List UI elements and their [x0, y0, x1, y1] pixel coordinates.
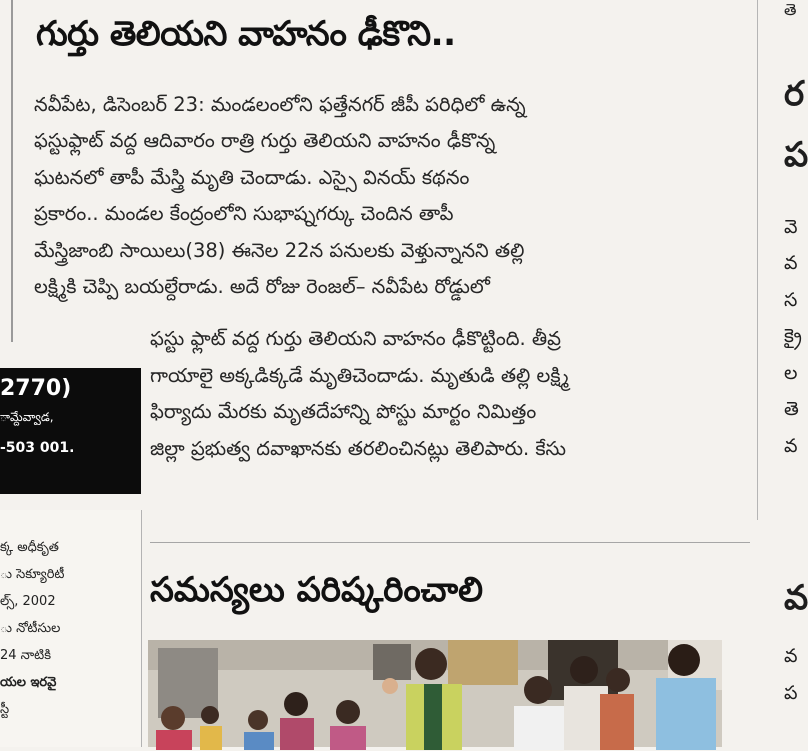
right-column-line: వె: [784, 216, 798, 238]
story-line: ఫస్టుఫ్లాట్ వద్ద ఆదివారం రాత్రి గుర్తు తెలియని వాహనం ఢీకొన్న: [34, 129, 496, 152]
right-column-line: క్రై: [784, 325, 802, 347]
notice-line: ు నోటీసుల: [0, 621, 61, 636]
right-column-line: తె: [784, 398, 799, 420]
news-photo: [148, 640, 722, 747]
story-line: ప్రకారం.. మండల కేంద్రంలోని సుభాష్నగర్కు చెందిన తాపీ: [34, 202, 454, 225]
section-divider: [150, 542, 750, 543]
right-column-line: వ: [784, 435, 798, 457]
column-rule-right: [757, 0, 758, 520]
right-column-fragment: తె: [784, 0, 797, 19]
story-line: నవీపేట, డిసెంబర్ 23: మండలంలోని ఫత్తేనగర్ జీపీ పరిధిలో ఉన్న: [34, 93, 526, 116]
notice-pin: -503 001.: [0, 440, 75, 456]
notice-line: యల ఇరవై: [0, 675, 57, 690]
story-line: లక్ష్మికి చెప్పి బయల్దేరాడు. అదే రోజు రెంజల్– నవీపేట రోడ్డులో: [34, 275, 490, 298]
notice-header-box: [0, 368, 141, 494]
right-column-line: స: [784, 289, 798, 311]
story-line: ఫస్టు ఫ్లాట్ వద్ద గుర్తు తెలియని వాహనం ఢీకొట్టింది. తీవ్ర: [150, 327, 561, 350]
story-headline: గుర్తు తెలియని వాహనం ఢీకొని..: [36, 14, 456, 54]
story-line: జిల్లా ప్రభుత్వ దవాఖానకు తరలించినట్లు తెలిపారు. కేసు: [150, 437, 566, 460]
notice-line: ల్స్, 2002: [0, 594, 56, 609]
story-line: ఘటనలో తాపీ మేస్త్రి మృతి చెందాడు. ఎస్సై వినయ్ కథనం: [34, 166, 470, 189]
notice-address: ామ్దేవ్వాడ,: [0, 410, 54, 424]
column-rule-left: [11, 0, 13, 342]
notice-line: ు సెక్యూరిటీ: [0, 567, 65, 582]
story-line: గాయాలై అక్కడిక్కడే మృతిచెందాడు. మృతుడి తల్లి లక్ష్మి: [150, 364, 569, 387]
notice-body: [0, 510, 142, 747]
right-column-headline: ర: [784, 74, 805, 114]
right-column-line: వ: [784, 645, 798, 667]
notice-number: 2770): [0, 376, 72, 401]
story-line: ఫిర్యాదు మేరకు మృతదేహాన్ని పోస్టు మార్టం నిమిత్తం: [150, 400, 537, 423]
right-column-line: ప: [784, 682, 798, 704]
notice-line: 24 నాటికి: [0, 648, 52, 663]
right-column-line: ల: [784, 362, 798, 384]
notice-line: స్టీ: [0, 702, 10, 717]
notice-line: క్క అధీకృత: [0, 540, 59, 555]
story-line: మేస్త్రిజాంబి సాయిలు(38) ఈనెల 22న పనులకు వెళ్తున్నానని తల్లి: [34, 239, 525, 262]
right-column-headline: వ: [784, 578, 808, 618]
right-column-line: వ: [784, 252, 798, 274]
right-column: [760, 0, 808, 747]
right-column-headline: ప: [784, 135, 808, 175]
second-story-headline: సమస్యలు పరిష్కరించాలి: [150, 570, 484, 610]
